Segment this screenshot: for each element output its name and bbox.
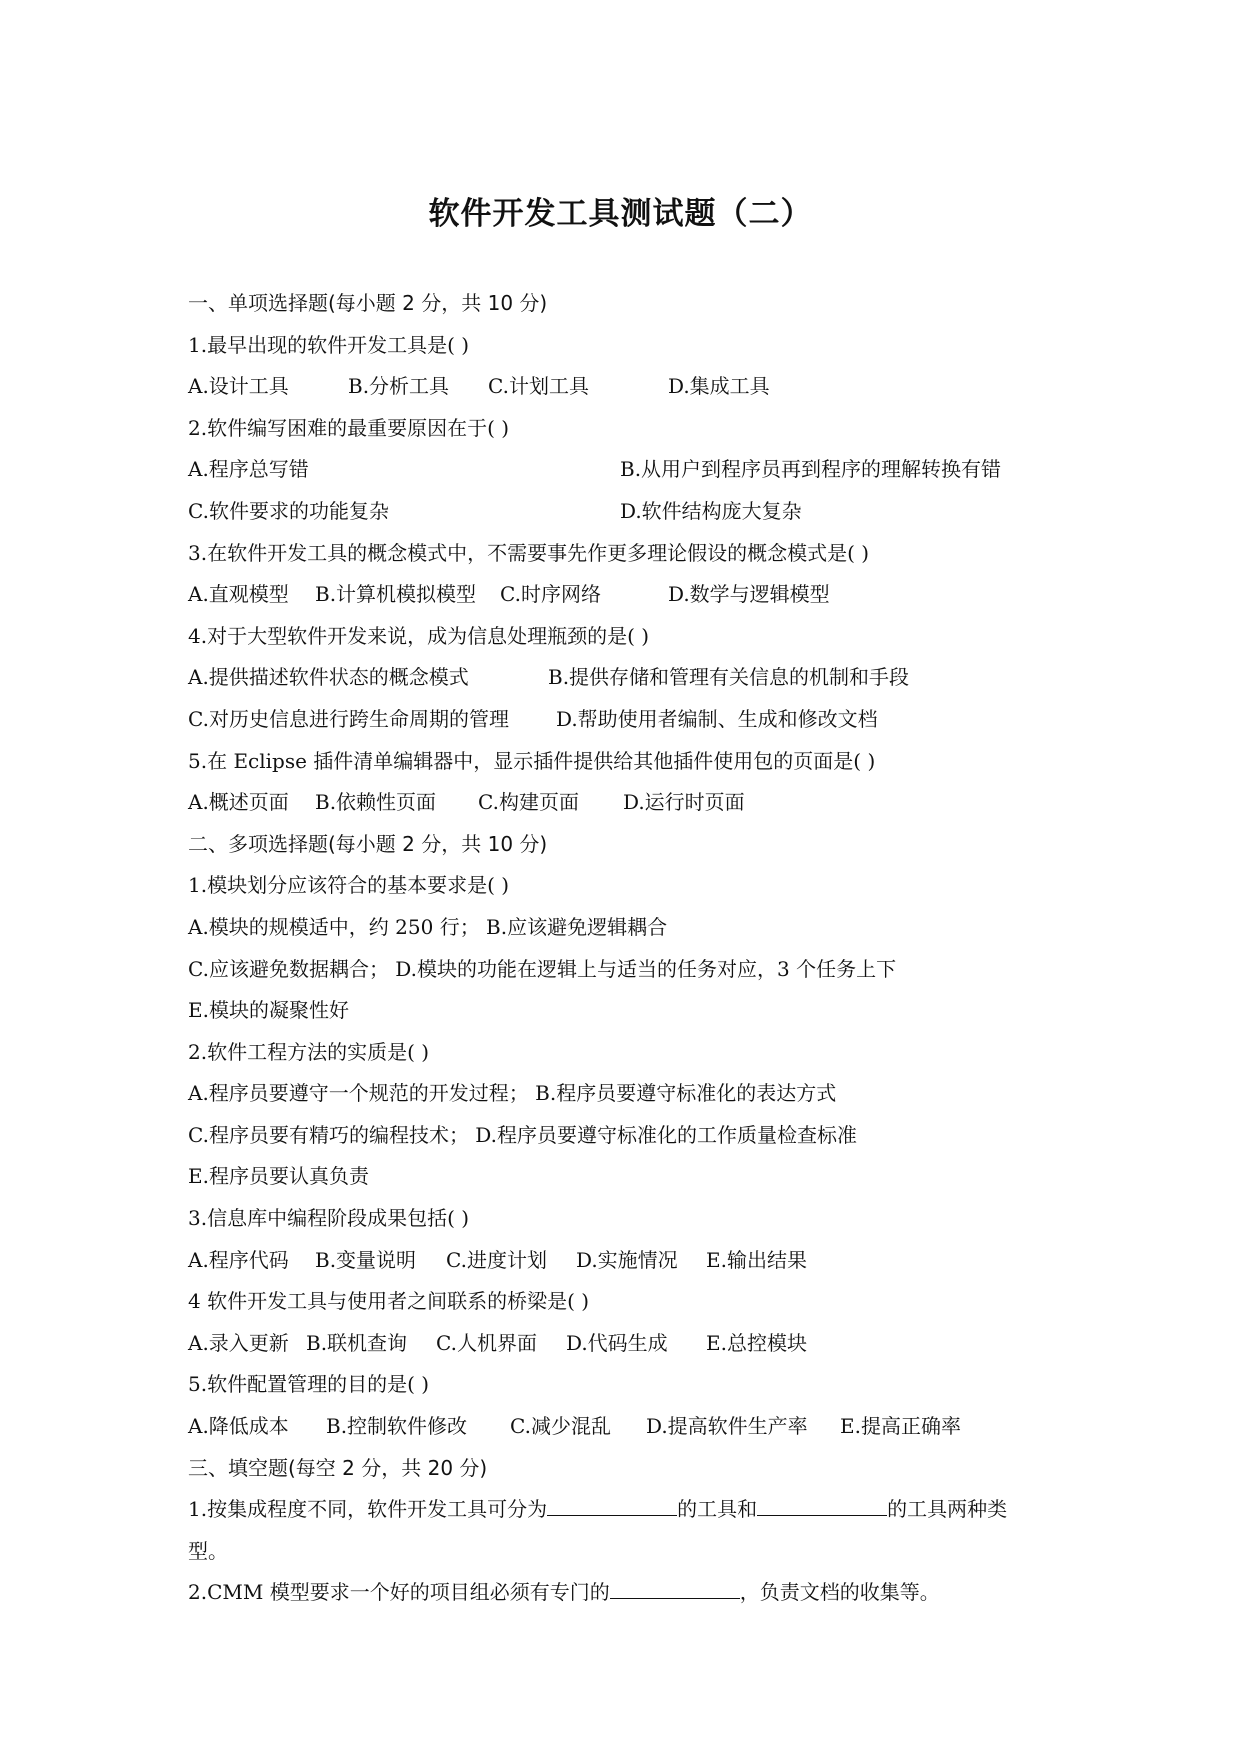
option-a: A.概述页面	[188, 790, 289, 815]
s3-q1-text-3: 的工具两种类	[887, 1497, 1008, 1522]
s2-q1-options-ab: A.模块的规模适中，约 250 行； B.应该避免逻辑耦合	[188, 914, 668, 939]
option-e: E.总控模块	[706, 1330, 807, 1355]
s3-q1-line	[188, 1489, 1068, 1531]
s3-q1-continuation: 型。	[188, 1538, 228, 1563]
option-d: D.软件结构庞大复杂	[620, 498, 802, 523]
s1-q5-options	[188, 782, 1068, 824]
option-b: B.提供存储和管理有关信息的机制和手段	[548, 665, 910, 690]
s1-q4-stem: 4.对于大型软件开发来说，成为信息处理瓶颈的是( )	[188, 623, 650, 648]
s1-q4-options-cd	[188, 699, 1068, 741]
section3-heading: 三、填空题(每空 2 分，共 20 分)	[188, 1455, 488, 1480]
s2-q5-options	[188, 1406, 1068, 1448]
option-a: A.直观模型	[188, 582, 289, 607]
s2-q2-options-ab: A.程序员要遵守一个规范的开发过程； B.程序员要遵守标准化的表达方式	[188, 1081, 837, 1106]
s3-q2-line	[188, 1572, 1068, 1614]
option-b: B.依赖性页面	[315, 790, 437, 815]
s1-q1-stem: 1.最早出现的软件开发工具是( )	[188, 332, 470, 357]
s2-q2-stem: 2.软件工程方法的实质是( )	[188, 1039, 430, 1064]
fill-blank[interactable]	[610, 1574, 740, 1599]
option-a: A.程序代码	[188, 1247, 289, 1272]
s3-q1-text-2: 的工具和	[677, 1497, 758, 1522]
option-a: A.程序总写错	[188, 457, 309, 482]
option-b: B.变量说明	[315, 1247, 417, 1272]
s3-q2-text-2: ，负责文档的收集等。	[739, 1580, 940, 1605]
s1-q4-options-ab	[188, 657, 1068, 699]
s2-q5-stem: 5.软件配置管理的目的是( )	[188, 1372, 430, 1397]
option-a: A.录入更新	[188, 1330, 289, 1355]
s3-q2-text-1: 2.CMM 模型要求一个好的项目组必须有专门的	[188, 1580, 610, 1605]
option-a: A.降低成本	[188, 1414, 289, 1439]
page-title: 软件开发工具测试题（二）	[428, 196, 813, 232]
option-d: D.提高软件生产率	[646, 1414, 808, 1439]
option-b: B.分析工具	[348, 374, 450, 399]
s1-q2-options-ab	[188, 449, 1068, 491]
option-d: D.实施情况	[576, 1247, 678, 1272]
fill-blank[interactable]	[757, 1491, 887, 1516]
s2-q4-stem: 4 软件开发工具与使用者之间联系的桥梁是( )	[188, 1289, 590, 1314]
s1-q3-options	[188, 574, 1068, 616]
option-c: C.软件要求的功能复杂	[188, 498, 389, 523]
s3-q1-text-1: 1.按集成程度不同，软件开发工具可分为	[188, 1497, 548, 1522]
s2-q4-options	[188, 1323, 1068, 1365]
option-c: C.计划工具	[488, 374, 589, 399]
option-b: B.联机查询	[306, 1330, 408, 1355]
exam-content	[188, 283, 1068, 1614]
option-e: E.输出结果	[706, 1247, 807, 1272]
option-c: C.人机界面	[436, 1330, 537, 1355]
option-d: D.集成工具	[668, 374, 770, 399]
option-b: B.控制软件修改	[326, 1414, 468, 1439]
s2-q1-options-cd: C.应该避免数据耦合； D.模块的功能在逻辑上与适当的任务对应，3 个任务上下	[188, 956, 897, 981]
option-d: D.代码生成	[566, 1330, 668, 1355]
section1-heading: 一、单项选择题(每小题 2 分，共 10 分)	[188, 291, 548, 315]
section2-heading: 二、多项选择题(每小题 2 分，共 10 分)	[188, 831, 548, 856]
s2-q2-options-cd: C.程序员要有精巧的编程技术； D.程序员要遵守标准化的工作质量检查标准	[188, 1122, 857, 1147]
option-c: C.减少混乱	[510, 1414, 611, 1439]
s1-q2-options-cd	[188, 491, 1068, 533]
s2-q1-option-e: E.模块的凝聚性好	[188, 998, 349, 1023]
option-a: A.设计工具	[188, 374, 289, 399]
option-c: C.构建页面	[478, 790, 579, 815]
option-b: B.从用户到程序员再到程序的理解转换有错	[620, 457, 1002, 482]
option-d: D.运行时页面	[623, 790, 745, 815]
option-d: D.帮助使用者编制、生成和修改文档	[556, 706, 878, 731]
s1-q2-stem: 2.软件编写困难的最重要原因在于( )	[188, 415, 510, 440]
s2-q3-stem: 3.信息库中编程阶段成果包括( )	[188, 1206, 470, 1231]
s2-q3-options	[188, 1240, 1068, 1282]
s1-q1-options	[188, 366, 1068, 408]
option-c: C.时序网络	[500, 582, 601, 607]
option-c: C.进度计划	[446, 1247, 547, 1272]
option-e: E.提高正确率	[840, 1414, 961, 1439]
s1-q5-stem: 5.在 Eclipse 插件清单编辑器中，显示插件提供给其他插件使用包的页面是( )	[188, 748, 876, 773]
option-c: C.对历史信息进行跨生命周期的管理	[188, 706, 509, 731]
option-a: A.提供描述软件状态的概念模式	[188, 665, 469, 690]
fill-blank[interactable]	[547, 1491, 677, 1516]
option-d: D.数学与逻辑模型	[668, 582, 830, 607]
s1-q3-stem: 3.在软件开发工具的概念模式中，不需要事先作更多理论假设的概念模式是( )	[188, 540, 870, 565]
s2-q2-option-e: E.程序员要认真负责	[188, 1164, 369, 1189]
s2-q1-stem: 1.模块划分应该符合的基本要求是( )	[188, 873, 510, 898]
option-b: B.计算机模拟模型	[315, 582, 477, 607]
